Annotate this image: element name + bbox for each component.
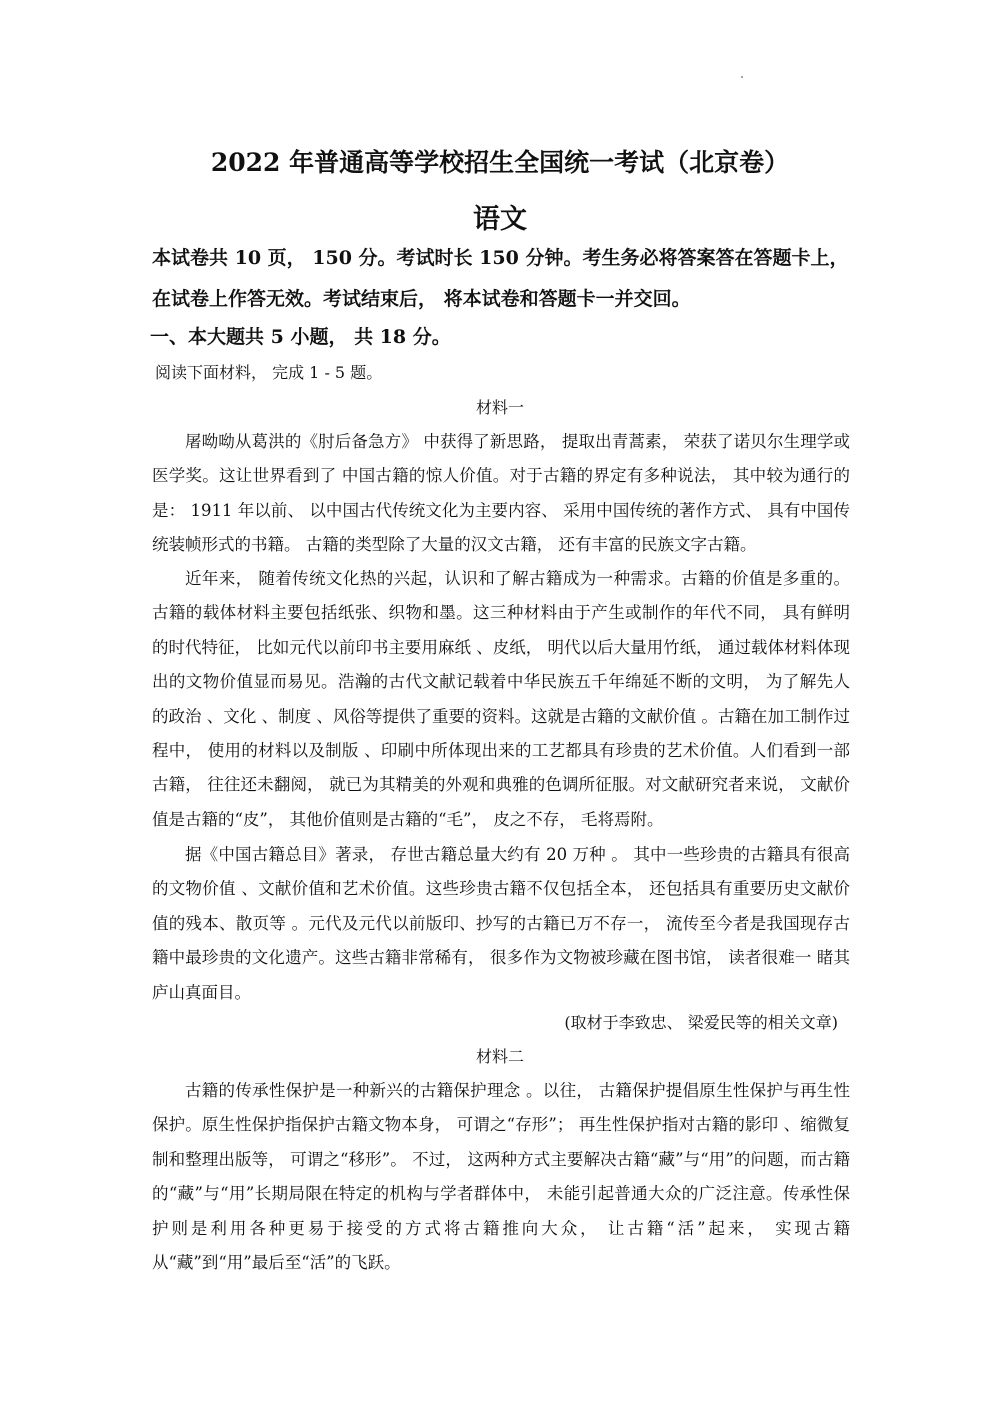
exam-notice-line-2: 在试卷上作答无效。考试结束后， 将本试卷和答题卡一并交回。 <box>152 288 691 310</box>
scan-speck <box>741 76 743 78</box>
material-1-title: 材料一 <box>475 398 524 417</box>
material-2-title: 材料二 <box>475 1047 524 1066</box>
material-1-source: (取材于李致忠、 梁爱民等的相关文章) <box>564 1013 838 1032</box>
material-2-paragraph-1: 古籍的传承性保护是一种新兴的古籍保护理念 。以往， 古籍保护提倡原生性保护与再生性保护。原生性保护指保护古籍文物本身， 可谓之“存形”； 再生性保护指对古籍的影印 、缩微复制和整理出版等， 可谓之“移形”。 不过， 这两种方式主要解决古籍“藏”与“用”的问题，而古籍的“藏”与“用”长期局限在特定的机构与学者群体中， 未能引起普通大众的广泛注意。传承性保护则是利用各种更易于接受的方式将古籍推向大众， 让古籍“活”起来， 实现古籍从“藏”到“用”最后至“活”的飞跃。 <box>152 1081 850 1273</box>
subject-title: 语文 <box>473 204 527 235</box>
exam-notice-line-1: 本试卷共 10 页， 150 分。考试时长 150 分钟。考生务必将答案答在答题卡上， <box>152 247 849 269</box>
section-heading: 一、本大题共 5 小题， 共 18 分。 <box>150 326 451 348</box>
material-1-paragraph-3: 据《中国古籍总目》著录， 存世古籍总量大约有 20 万种 。 其中一些珍贵的古籍具有很高的文物价值 、文献价值和艺术价值。这些珍贵古籍不仅包括全本， 还包括具有重要历史文献价值的残本、散页等 。元代及元代以前版印、抄写的古籍已万不存一， 流传至今者是我国现存古籍中最珍贵的文化遗产。这些古籍非常稀有， 很多作为文物被珍藏在图书馆， 读者很难一 睹其庐山真面目。 <box>152 845 850 1002</box>
exam-title: 2022 年普通高等学校招生全国统一考试（北京卷） <box>210 148 790 177</box>
material-1-paragraph-1: 屠呦呦从葛洪的《肘后备急方》 中获得了新思路， 提取出青蒿素， 荣获了诺贝尔生理学或医学奖。这让世界看到了 中国古籍的惊人价值。对于古籍的界定有多种说法， 其中较为通行的是： 1911 年以前、 以中国古代传统文化为主要内容、 采用中国传统的著作方式、 具有中国传统装帧形式的书籍。 古籍的类型除了大量的汉文古籍， 还有丰富的民族文字古籍。 <box>152 432 850 555</box>
reading-instruction: 阅读下面材料， 完成 1 - 5 题。 <box>155 363 383 382</box>
material-1-paragraph-2: 近年来， 随着传统文化热的兴起，认识和了解古籍成为一种需求。古籍的价值是多重的。古籍的载体材料主要包括纸张、织物和墨。这三种材料由于产生或制作的年代不同， 具有鲜明的时代特征， 比如元代以前印书主要用麻纸 、皮纸， 明代以后大量用竹纸， 通过载体材料体现出的文物价值显而易见。浩瀚的古代文献记载着中华民族五千年绵延不断的文明， 为了解先人的政治 、文化 、制度 、风俗等提供了重要的资料。这就是古籍的文献价值 。古籍在加工制作过程中， 使用的材料以及制版 、印刷中所体现出来的工艺都具有珍贵的艺术价值。人们看到一部古籍， 往往还未翻阅， 就已为其精美的外观和典雅的色调所征服。对文献研究者来说， 文献价值是古籍的“皮”， 其他价值则是古籍的“毛”， 皮之不存， 毛将焉附。 <box>152 569 850 829</box>
